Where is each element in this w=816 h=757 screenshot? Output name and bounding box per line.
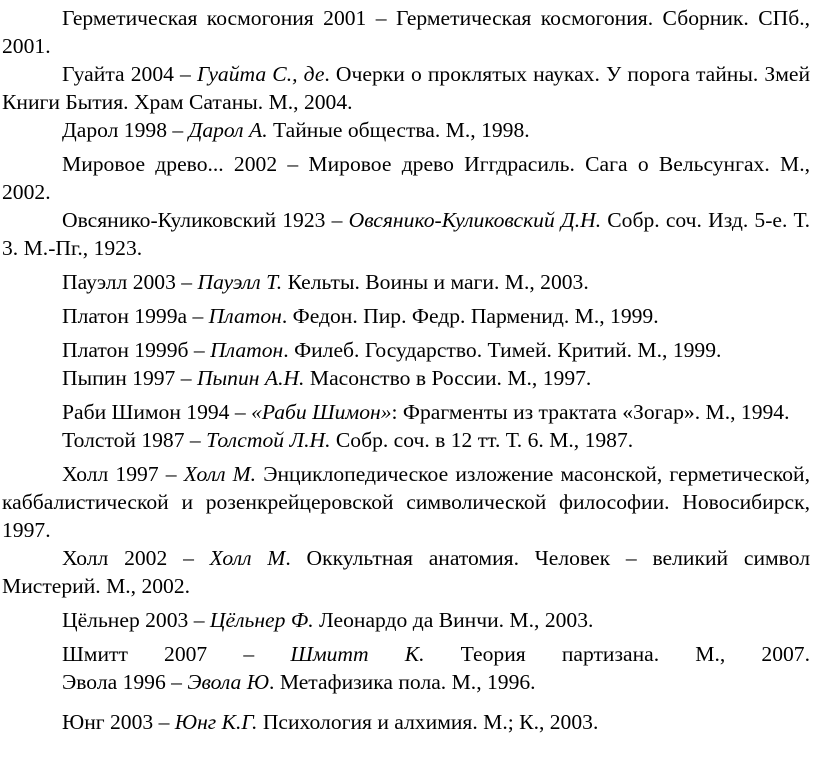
bibliography-entry <box>2 150 810 206</box>
entry-title: Леонардо да Винчи. М., 2003. <box>313 608 594 632</box>
bibliography-entry <box>2 4 810 60</box>
entry-title: Кельты. Воины и маги. М., 2003. <box>282 270 589 294</box>
entry-key: Эвола 1996 – <box>62 670 188 694</box>
bibliography-entry <box>2 544 810 600</box>
entry-key: Холл 2002 – <box>62 546 210 570</box>
entry-author: Платон <box>208 304 282 328</box>
bibliography-entry <box>2 460 810 544</box>
entry-title: Герметическая космогония. Сборник. СПб., 2001. <box>2 6 810 58</box>
entry-author: Цёльнер Ф. <box>209 608 314 632</box>
entry-key: Герметическая космогония 2001 – <box>62 6 396 30</box>
entry-title: . Филеб. Государство. Тимей. Критий. М., 1999. <box>283 338 722 362</box>
entry-author: Шмитт К. <box>290 642 425 666</box>
entry-author: Холл М. <box>183 462 257 486</box>
entry-title: . Федон. Пир. Федр. Парменид. М., 1999. <box>281 304 659 328</box>
entry-author: Холл М <box>209 546 286 570</box>
bibliography-entry <box>2 268 810 296</box>
bibliography-entry <box>2 398 810 426</box>
entry-title: Психология и алхимия. М.; К., 2003. <box>257 710 599 734</box>
entry-key: Пауэлл 2003 – <box>62 270 198 294</box>
entry-title: Теория партизана. М., 2007. <box>424 642 811 666</box>
entry-key: Раби Шимон 1994 – <box>62 400 252 424</box>
entry-author: «Раби Шимон» <box>251 400 392 424</box>
bibliography-entry <box>2 206 810 262</box>
entry-key: Пыпин 1997 – <box>62 366 197 390</box>
entry-key: Толстой 1987 – <box>62 428 207 452</box>
entry-key: Мировое древо... 2002 – <box>62 152 309 176</box>
entry-title: Собр. соч. Изд. 5-е. Т. 3. М.-Пг., 1923. <box>2 208 810 260</box>
entry-key: Платон 1999а – <box>62 304 209 328</box>
bibliography-entry <box>2 668 810 696</box>
entry-author: Платон <box>210 338 284 362</box>
entry-key: Дарол 1998 – <box>62 118 189 142</box>
entry-title: Собр. соч. в 12 тт. Т. 6. М., 1987. <box>330 428 634 452</box>
entry-key: Овсянико-Куликовский 1923 – <box>62 208 349 232</box>
entry-key: Цёльнер 2003 – <box>62 608 210 632</box>
entry-key: Юнг 2003 – <box>62 710 175 734</box>
bibliography-entry <box>2 426 810 454</box>
bibliography-entry <box>2 640 810 668</box>
entry-title: Масонство в России. М., 1997. <box>304 366 592 390</box>
entry-author: Толстой Л.Н. <box>206 428 331 452</box>
entry-author: Пыпин А.Н. <box>196 366 305 390</box>
entry-title: . Метафизика пола. М., 1996. <box>269 670 536 694</box>
entry-title: : Фрагменты из трактата «Зогар». М., 1994. <box>391 400 790 424</box>
entry-author: Овсянико-Куликовский Д.Н. <box>348 208 602 232</box>
entry-key: Холл 1997 – <box>62 462 184 486</box>
entry-author: Пауэлл Т. <box>197 270 283 294</box>
entry-title: . Очерки о проклятых науках. У порога тайны. Змей Книги Бытия. Храм Сатаны. М., 2004. <box>2 62 810 114</box>
bibliography-entry <box>2 302 810 330</box>
entry-key: Шмитт 2007 – <box>62 642 291 666</box>
entry-author: Юнг К.Г. <box>174 710 258 734</box>
bibliography-entry <box>2 606 810 634</box>
bibliography-entry <box>2 364 810 392</box>
entry-title: . Оккультная анатомия. Человек – великий символ Мистерий. М., 2002. <box>2 546 811 598</box>
entry-title: Тайные общества. М., 1998. <box>267 118 530 142</box>
entry-author: Гуайта С., де <box>196 62 325 86</box>
bibliography-entry <box>2 708 810 736</box>
bibliography-entry <box>2 336 810 364</box>
bibliography-entry <box>2 60 810 116</box>
entry-author: Дарол А. <box>188 118 268 142</box>
entry-title: Энциклопедическое изложение масонской, герметической, каббалистической и розенкрейцеровской символической философии. Новосибирск, 1997. <box>2 462 810 542</box>
entry-title: Мировое древо Иггдрасиль. Сага о Вельсунгах. М., 2002. <box>2 152 810 204</box>
entry-key: Платон 1999б – <box>62 338 211 362</box>
entry-author: Эвола Ю <box>187 670 270 694</box>
bibliography-entry <box>2 116 810 144</box>
entry-key: Гуайта 2004 – <box>62 62 197 86</box>
